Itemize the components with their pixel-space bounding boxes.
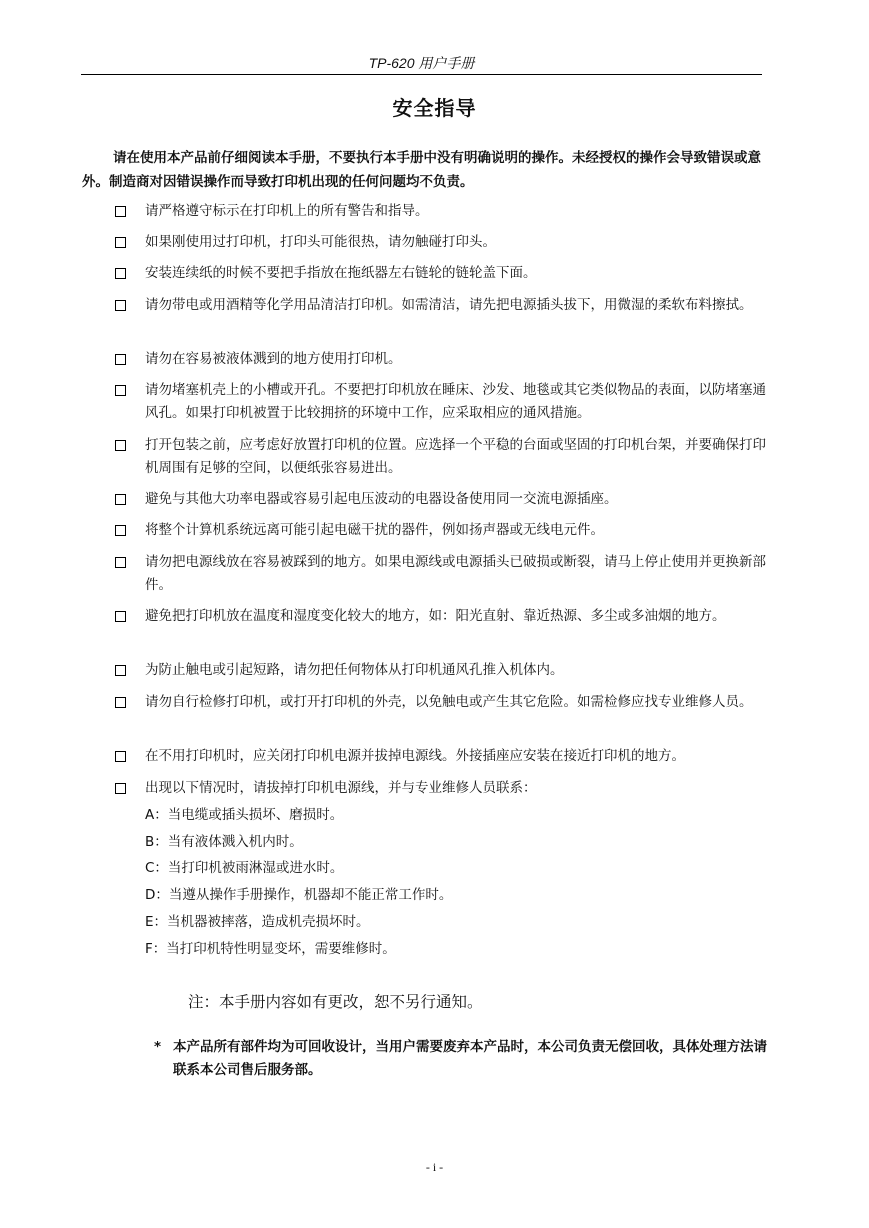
list-item-text: 将整个计算机系统远离可能引起电磁干扰的器件，例如扬声器或无线电元件。 <box>145 522 604 538</box>
list-item-text: 请勿把电源线放在容易被踩到的地方。如果电源线或电源插头已破损或断裂，请马上停止使用并更换新部件。 <box>145 554 766 593</box>
asterisk-marker: * <box>154 1039 162 1055</box>
checkbox-bullet-icon <box>115 611 126 622</box>
list-item-text: 请勿堵塞机壳上的小槽或开孔。不要把打印机放在睡床、沙发、地毯或其它类似物品的表面，以防堵塞通风孔。如果打印机被置于比较拥挤的环境中工作，应采取相应的通风措施。 <box>145 382 766 421</box>
checkbox-bullet-icon <box>115 268 126 279</box>
list-item-text: 请勿自行检修打印机，或打开打印机的外壳，以免触电或产生其它危险。如需检修应找专业维修人员。 <box>145 694 753 710</box>
checkbox-bullet-icon <box>115 206 126 217</box>
intro-paragraph: 请在使用本产品前仔细阅读本手册，不要执行本手册中没有明确说明的操作。未经授权的操作会导致错误或意外。制造商对因错误操作而导致打印机出现的任何问题均不负责。 <box>82 150 761 190</box>
list-item-text: 避免与其他大功率电器或容易引起电压波动的电器设备使用同一交流电源插座。 <box>145 491 618 507</box>
page-title: 安全指导 <box>392 96 477 120</box>
sub-item: C：当打印机被雨淋湿或进水时。 <box>145 860 344 876</box>
recycle-text: 本产品所有部件均为可回收设计，当用户需要废弃本产品时，本公司负责无偿回收，具体处理方法请联系本公司售后服务部。 <box>173 1039 767 1078</box>
list-item-text: 如果刚使用过打印机，打印头可能很热，请勿触碰打印头。 <box>145 234 496 250</box>
page-number: - i - <box>425 1160 444 1174</box>
checkbox-bullet-icon <box>115 354 126 365</box>
checkbox-bullet-icon <box>115 494 126 505</box>
checkbox-bullet-icon <box>115 440 126 451</box>
checkbox-bullet-icon <box>115 385 126 396</box>
sub-item: F：当打印机特性明显变坏，需要维修时。 <box>145 941 396 957</box>
list-item-text: 出现以下情况时，请拔掉打印机电源线，并与专业维修人员联系： <box>145 780 537 796</box>
list-item-text: 请勿在容易被液体溅到的地方使用打印机。 <box>145 351 402 367</box>
sub-item: D：当遵从操作手册操作，机器却不能正常工作时。 <box>145 887 453 903</box>
sub-item: E：当机器被摔落，造成机壳损坏时。 <box>145 914 370 930</box>
list-item-text: 在不用打印机时，应关闭打印机电源并拔掉电源线。外接插座应安装在接近打印机的地方。 <box>145 748 685 764</box>
list-item-text: 打开包装之前，应考虑好放置打印机的位置。应选择一个平稳的台面或坚固的打印机台架，并要确保打印机周围有足够的空间，以便纸张容易进出。 <box>145 437 766 476</box>
list-item-text: 请严格遵守标示在打印机上的所有警告和指导。 <box>145 203 429 219</box>
sub-item: B：当有液体溅入机内时。 <box>145 834 303 850</box>
running-header: TP-620 用户手册 <box>368 55 475 71</box>
checkbox-bullet-icon <box>115 783 126 794</box>
checkbox-bullet-icon <box>115 665 126 676</box>
checkbox-bullet-icon <box>115 300 126 311</box>
checkbox-bullet-icon <box>115 751 126 762</box>
change-notice: 注：本手册内容如有更改，恕不另行通知。 <box>188 993 483 1011</box>
list-item-text: 请勿带电或用酒精等化学用品清洁打印机。如需清洁，请先把电源插头拔下，用微湿的柔软布料擦拭。 <box>145 297 753 313</box>
sub-item: A：当电缆或插头损坏、磨损时。 <box>145 807 344 823</box>
checkbox-bullet-icon <box>115 697 126 708</box>
checkbox-bullet-icon <box>115 525 126 536</box>
checkbox-bullet-icon <box>115 557 126 568</box>
header-rule <box>81 74 762 75</box>
list-item-text: 避免把打印机放在温度和湿度变化较大的地方，如：阳光直射、靠近热源、多尘或多油烟的地方。 <box>145 608 726 624</box>
list-item-text: 为防止触电或引起短路，请勿把任何物体从打印机通风孔推入机体内。 <box>145 662 564 678</box>
list-item-text: 安装连续纸的时候不要把手指放在拖纸器左右链轮的链轮盖下面。 <box>145 265 537 281</box>
checkbox-bullet-icon <box>115 237 126 248</box>
